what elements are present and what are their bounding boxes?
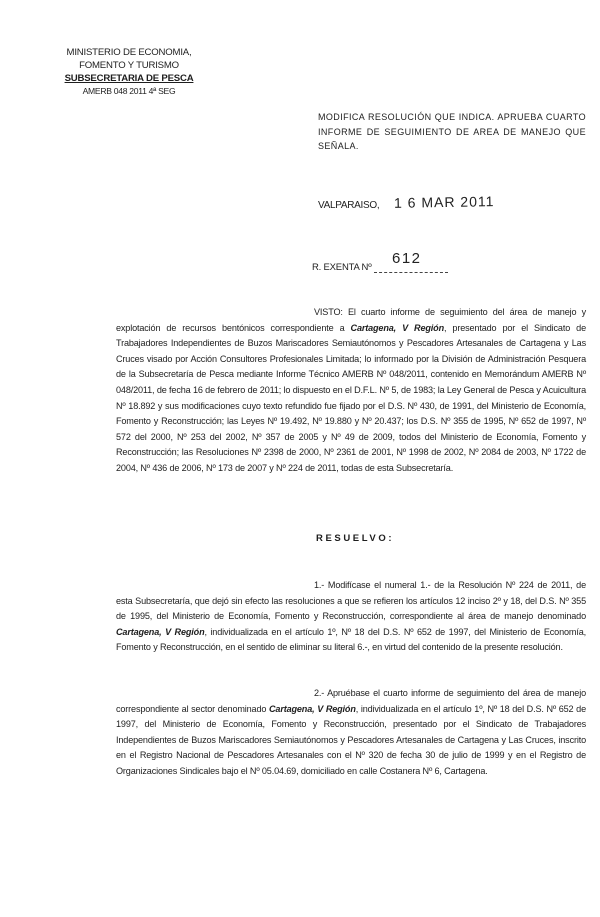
- letterhead: [54, 46, 204, 98]
- subsecretaria-name: SUBSECRETARIA DE PESCA: [64, 73, 194, 84]
- ministry-name-line2: FOMENTO Y TURISMO: [79, 60, 179, 71]
- file-reference: AMERB 048 2011 4ª SEG: [82, 86, 176, 96]
- point-1-area-name: Cartagena, V Región: [116, 626, 205, 637]
- exenta-underline: [374, 272, 448, 273]
- point-2-area-name: Cartagena, V Región: [269, 703, 356, 714]
- point-2-text-2: , individualizada en el artículo 1º, Nº 18 del D.S. Nº 652 de 1997, del Ministerio de Economía, Fomento y Reconstrucción, presentado por el Sindicato de Trabajadores Independientes de Buzos Mariscadores Semiautónomos y Pescadores Artesanales de Cartagena y Las Cruces, inscrito en el Registro Nacional de Pescadores Artesanales con el Nº 320 de fecha 30 de julio de 1999 y en el Registro de Organizaciones Sindicales bajo el Nº 05.04.69, domiciliado en calle Costanera Nº 6, Cartagena.: [116, 703, 586, 776]
- resolution-subject: MODIFICA RESOLUCIÓN QUE INDICA. APRUEBA CUARTO INFORME DE SEGUIMIENTO DE AREA DE MANEJO QUE SEÑALA.: [318, 112, 586, 151]
- point-1-text-2: , individualizada en el artículo 1º, Nº 18 del D.S. Nº 652 de 1997, del Ministerio de Economía, Fomento y Reconstrucción, en el sentido de eliminar su literal 6.-, en virtud del contenido de la presente resolución.: [116, 626, 586, 653]
- resuelvo-heading: RESUELVO:: [316, 533, 395, 544]
- point-2-paragraph: [116, 686, 586, 780]
- point-2-text-1: 2.- Apruébase el cuarto informe de seguimiento del área de manejo correspondiente al sector denominado: [116, 688, 586, 714]
- exenta-number: 612: [392, 250, 422, 267]
- visto-paragraph: [116, 305, 586, 477]
- visto-text-2: , presentado por el Sindicato de Trabajadores Independientes de Buzos Mariscadores Semiautónomos y Pescadores Artesanales de Cartagena y Las Cruces visado por Acción Consultores Profesionales Limitada; lo informado por la División de Administración Pesquera de la Subsecretaría de Pesca mediante Informe Técnico AMERB Nº 048/2011, contenido en Memorándum AMERB Nº 048/2011, de fecha 16 de febrero de 2011; lo dispuesto en el D.F.L. Nº 5, de 1983; la Ley General de Pesca y Acuicultura Nº 18.892 y sus modificaciones cuyo texto refundido fue fijado por el D.S. Nº 430, de 1991, del Ministerio de Economía, Fomento y Reconstrucción; las Leyes Nº 19.492, Nº 19.880 y Nº 20.437; los D.S. Nº 355 de 1995, Nº 652 de 1997, Nº 572 del 2000, Nº 253 del 2002, Nº 357 de 2005 y Nº 49 de 2009, todos del Ministerio de Economía, Fomento y Reconstrucción; las Resoluciones Nº 2398 de 2000, Nº 2361 de 2001, Nº 1998 de 2002, Nº 2084 de 2003, Nº 1722 de 2004, Nº 436 de 2006, Nº 173 de 2007 y Nº 224 de 2011, todas de esta Subsecretaría.: [116, 322, 586, 473]
- visto-area-name: Cartagena, V Región: [350, 322, 444, 333]
- date-stamp: 1 6 MAR 2011: [393, 193, 495, 211]
- city-label: VALPARAISO,: [318, 200, 380, 211]
- ministry-name: MINISTERIO DE ECONOMIA,: [66, 47, 192, 58]
- point-1-paragraph: [116, 578, 586, 656]
- exenta-label: R. EXENTA Nº: [312, 262, 372, 273]
- visto-text-1: VISTO: El cuarto informe de seguimiento del área de manejo y explotación de recursos bentónicos correspondiente a: [116, 307, 586, 333]
- point-1-text-1: 1.- Modifícase el numeral 1.- de la Resolución Nº 224 de 2011, de esta Subsecretaría, que dejó sin efecto las resoluciones a que se refieren los artículos 12 inciso 2º y 18, del D.S. Nº 355 de 1995, del Ministerio de Economía, Fomento y Reconstrucción, correspondiente al área de manejo denominado: [116, 580, 586, 622]
